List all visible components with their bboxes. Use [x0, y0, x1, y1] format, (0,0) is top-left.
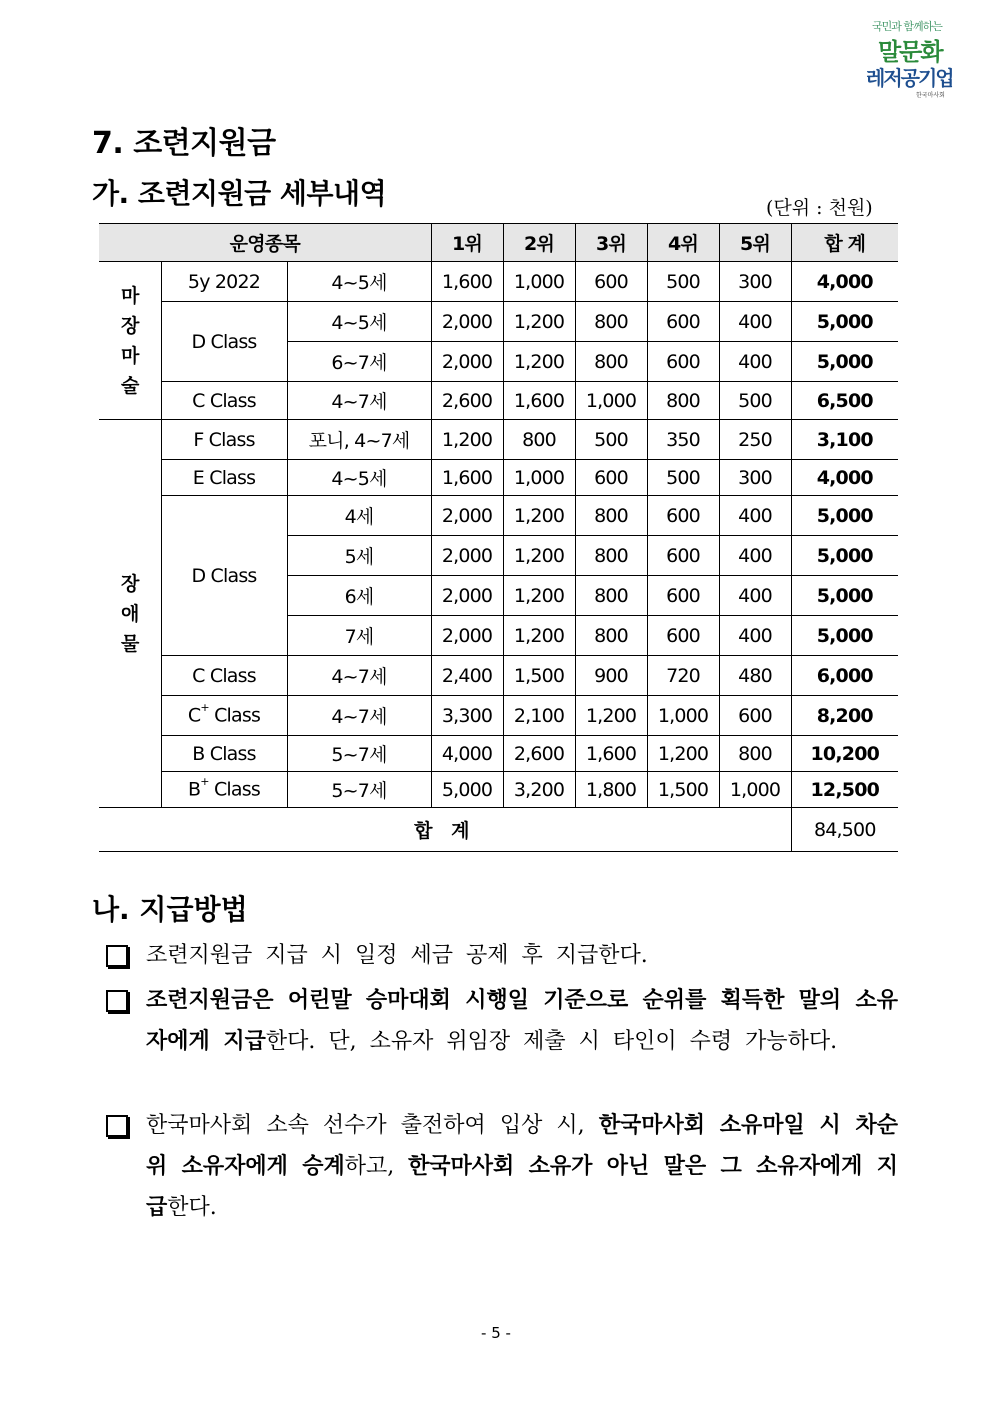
table-row	[99, 460, 898, 496]
cell-r2: 2,100	[503, 696, 575, 736]
class-letter: B	[188, 778, 201, 801]
cell-age: 4~7세	[287, 656, 431, 696]
cell-age: 7세	[287, 616, 431, 656]
bullet-text	[146, 1105, 898, 1228]
cell-r2: 3,200	[503, 772, 575, 808]
cell-r4: 1,500	[647, 772, 719, 808]
bullet-bold-text: 한국마사회 소유마일 시 차순위 소유자에게 승계	[146, 1112, 898, 1179]
cell-r3: 500	[575, 420, 647, 460]
cell-age: 5~7세	[287, 772, 431, 808]
cell-r4: 600	[647, 616, 719, 656]
cell-r4: 1,000	[647, 696, 719, 736]
header-rank4: 4위	[647, 224, 719, 262]
cell-r4: 800	[647, 382, 719, 420]
logo-main-text: 말문화	[878, 38, 942, 66]
cell-r5: 600	[719, 696, 791, 736]
cell-r3: 900	[575, 656, 647, 696]
cell-r1: 2,400	[431, 656, 503, 696]
cell-age: 4~5세	[287, 302, 431, 342]
cell-r5: 400	[719, 576, 791, 616]
table-row	[99, 696, 898, 736]
cell-r4: 600	[647, 302, 719, 342]
bullet-item-3	[106, 1105, 898, 1228]
checkbox-icon	[106, 945, 128, 967]
cell-total: 5,000	[791, 342, 898, 382]
cell-r1: 2,000	[431, 496, 503, 536]
cell-r1: 2,000	[431, 576, 503, 616]
bullet-item-2	[106, 980, 898, 1062]
cell-age: 4세	[287, 496, 431, 536]
section2-title: 나. 지급방법	[92, 893, 248, 926]
cell-total: 5,000	[791, 302, 898, 342]
logo-org-name: 한국마사회	[916, 92, 945, 99]
cell-r3: 600	[575, 262, 647, 302]
cell-class: 5y 2022	[161, 262, 287, 302]
cell-r3: 800	[575, 302, 647, 342]
cell-r4: 500	[647, 262, 719, 302]
cell-age: 4~7세	[287, 382, 431, 420]
cell-r1: 2,000	[431, 342, 503, 382]
cell-r1: 1,200	[431, 420, 503, 460]
cell-r3: 800	[575, 576, 647, 616]
bullet-text	[146, 980, 898, 1062]
cell-r4: 1,200	[647, 736, 719, 772]
cell-r2: 1,200	[503, 536, 575, 576]
table-row	[99, 302, 898, 342]
cell-r2: 1,200	[503, 302, 575, 342]
subsidy-table	[99, 223, 898, 852]
cell-r1: 3,300	[431, 696, 503, 736]
unit-label: (단위 : 천원)	[766, 197, 873, 219]
bullet-item-1	[106, 935, 898, 976]
bullet-normal-text: 한다.	[167, 1195, 217, 1220]
header-rank5: 5위	[719, 224, 791, 262]
cell-r2: 2,600	[503, 736, 575, 772]
cell-r4: 600	[647, 536, 719, 576]
cell-r4: 350	[647, 420, 719, 460]
cell-r5: 250	[719, 420, 791, 460]
cell-r3: 1,200	[575, 696, 647, 736]
cell-r4: 600	[647, 342, 719, 382]
subsection-title: 가. 조련지원금 세부내역	[92, 177, 387, 210]
cell-class: C Class	[161, 656, 287, 696]
table-row	[99, 496, 898, 536]
cell-r2: 1,200	[503, 616, 575, 656]
cell-age: 4~7세	[287, 696, 431, 736]
sum-label: 합 계	[99, 808, 791, 852]
cell-r5: 300	[719, 460, 791, 496]
page-number: - 5 -	[481, 1324, 511, 1342]
logo-tagline: 국민과 함께하는	[872, 20, 942, 33]
cell-total: 5,000	[791, 616, 898, 656]
cell-total: 10,200	[791, 736, 898, 772]
sum-value: 84,500	[791, 808, 898, 852]
cell-r5: 400	[719, 616, 791, 656]
cell-r2: 1,200	[503, 342, 575, 382]
cell-class	[161, 696, 287, 736]
cell-total: 5,000	[791, 496, 898, 536]
checkbox-icon	[106, 1115, 128, 1137]
cell-r2: 1,500	[503, 656, 575, 696]
cell-r3: 1,800	[575, 772, 647, 808]
cell-age: 4~5세	[287, 262, 431, 302]
cell-r5: 400	[719, 536, 791, 576]
sum-row	[99, 808, 898, 852]
cell-total: 12,500	[791, 772, 898, 808]
cell-class: C Class	[161, 382, 287, 420]
header-rank3: 3위	[575, 224, 647, 262]
bullet-text: 조련지원금 지급 시 일정 세금 공제 후 지급한다.	[146, 943, 648, 968]
cell-total: 4,000	[791, 262, 898, 302]
cell-r5: 300	[719, 262, 791, 302]
cell-r4: 600	[647, 496, 719, 536]
cell-class: B Class	[161, 736, 287, 772]
cell-r5: 1,000	[719, 772, 791, 808]
cell-r1: 2,000	[431, 302, 503, 342]
table-row	[99, 382, 898, 420]
table-row	[99, 656, 898, 696]
cell-r5: 400	[719, 342, 791, 382]
section-title: 7. 조련지원금	[92, 126, 276, 161]
class-word: Class	[214, 704, 261, 727]
table-row	[99, 772, 898, 808]
cell-r1: 2,600	[431, 382, 503, 420]
cell-age: 포니, 4~7세	[287, 420, 431, 460]
cell-age: 4~5세	[287, 460, 431, 496]
cell-r2: 1,600	[503, 382, 575, 420]
bullet-bold-text: 한국마사회 소유가 아닌 말은 그 소유자에게 지급	[146, 1153, 898, 1220]
cell-class: D Class	[161, 302, 287, 382]
cell-age: 5~7세	[287, 736, 431, 772]
bullet-normal-text: 한다. 단, 소유자 위임장 제출 시 타인이 수령 가능하다.	[265, 1029, 838, 1054]
class-plus-mark: +	[200, 701, 209, 715]
group-jumping: 장 애 물	[99, 420, 161, 808]
cell-r3: 1,000	[575, 382, 647, 420]
header-rank2: 2위	[503, 224, 575, 262]
cell-r3: 800	[575, 342, 647, 382]
group-dressage: 마 장 마 술	[99, 262, 161, 420]
cell-total: 4,000	[791, 460, 898, 496]
cell-total: 8,200	[791, 696, 898, 736]
cell-r3: 1,600	[575, 736, 647, 772]
cell-total: 6,000	[791, 656, 898, 696]
cell-r1: 1,600	[431, 262, 503, 302]
cell-r2: 1,200	[503, 576, 575, 616]
cell-age: 6~7세	[287, 342, 431, 382]
cell-r1: 5,000	[431, 772, 503, 808]
cell-age: 5세	[287, 536, 431, 576]
cell-r2: 1,000	[503, 262, 575, 302]
bullet-bold-text: 조련지원금은 어린말 승마대회 시행일 기준으로 순위를 획득한 말의 소유자에게 지급	[146, 987, 898, 1054]
cell-r3: 600	[575, 460, 647, 496]
cell-class: D Class	[161, 496, 287, 656]
cell-r4: 720	[647, 656, 719, 696]
cell-r3: 800	[575, 616, 647, 656]
cell-class: E Class	[161, 460, 287, 496]
cell-r1: 4,000	[431, 736, 503, 772]
cell-r2: 1,200	[503, 496, 575, 536]
cell-total: 6,500	[791, 382, 898, 420]
cell-r2: 1,000	[503, 460, 575, 496]
cell-r1: 2,000	[431, 616, 503, 656]
cell-total: 3,100	[791, 420, 898, 460]
logo-sub-text: 레저공기업	[866, 66, 953, 90]
class-plus-mark: +	[200, 775, 209, 789]
checkbox-icon	[106, 990, 128, 1012]
cell-class: F Class	[161, 420, 287, 460]
cell-r4: 600	[647, 576, 719, 616]
bullet-normal-text: 한국마사회 소속 선수가 출전하여 입상 시,	[146, 1113, 599, 1138]
table-row	[99, 262, 898, 302]
header-event: 운영종목	[99, 224, 431, 262]
header-rank1: 1위	[431, 224, 503, 262]
cell-r5: 400	[719, 302, 791, 342]
cell-age: 6세	[287, 576, 431, 616]
cell-r5: 480	[719, 656, 791, 696]
table-row	[99, 736, 898, 772]
cell-r3: 800	[575, 536, 647, 576]
header-total: 합 계	[791, 224, 898, 262]
class-word: Class	[213, 778, 260, 801]
cell-r5: 400	[719, 496, 791, 536]
table-header-row	[99, 224, 898, 262]
cell-total: 5,000	[791, 536, 898, 576]
cell-total: 5,000	[791, 576, 898, 616]
organization-logo	[862, 18, 972, 100]
cell-class	[161, 772, 287, 808]
bullet-normal-text: 하고,	[344, 1154, 408, 1179]
cell-r5: 800	[719, 736, 791, 772]
cell-r1: 1,600	[431, 460, 503, 496]
cell-r5: 500	[719, 382, 791, 420]
cell-r3: 800	[575, 496, 647, 536]
table-row	[99, 420, 898, 460]
class-letter: C	[187, 704, 201, 727]
cell-r1: 2,000	[431, 536, 503, 576]
cell-r2: 800	[503, 420, 575, 460]
cell-r4: 500	[647, 460, 719, 496]
